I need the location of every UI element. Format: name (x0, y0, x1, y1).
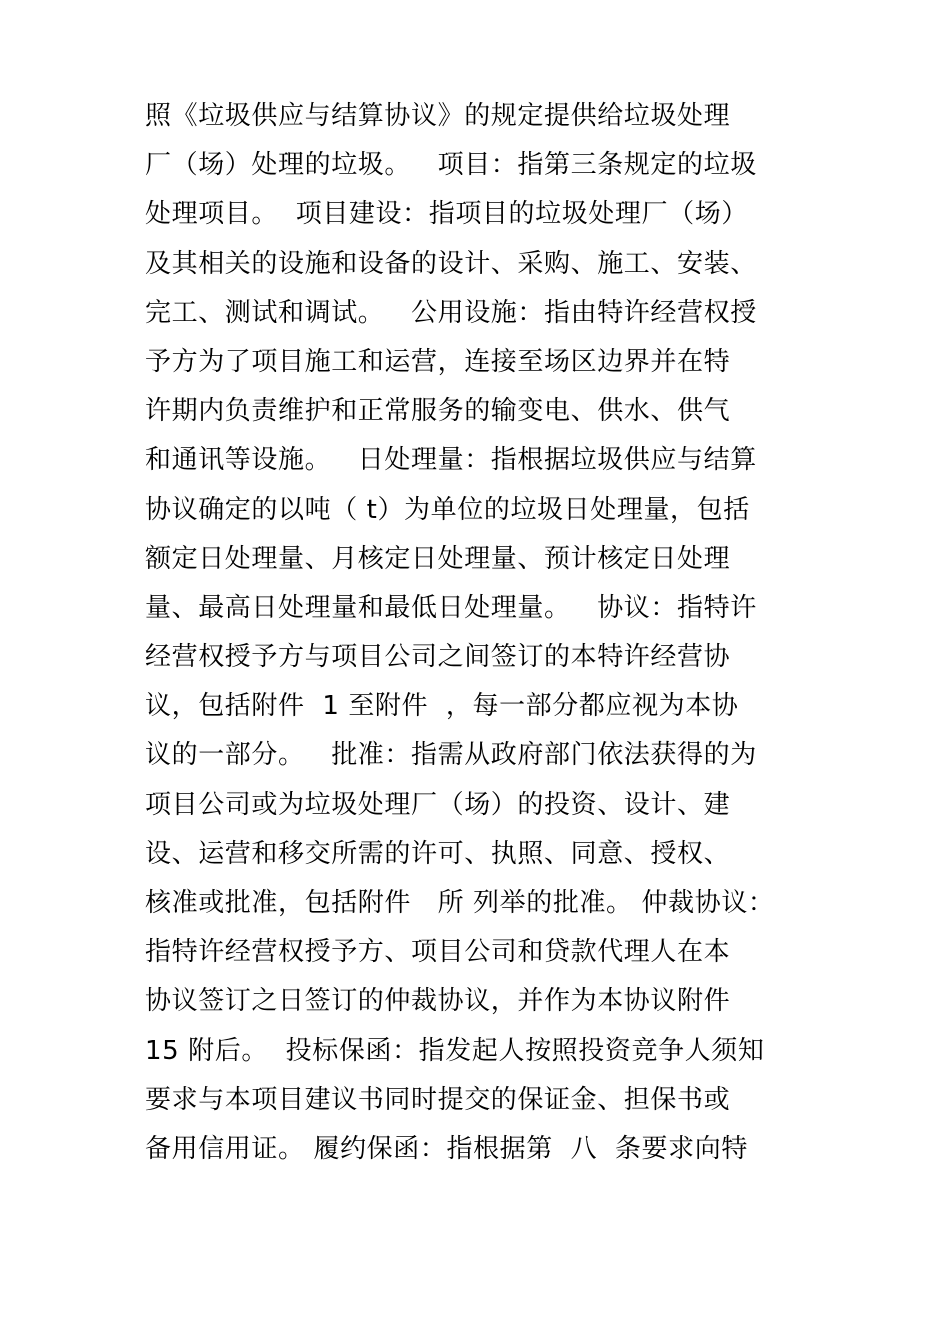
text-line: 议，包括附件 1 至附件 ，每一部分都应视为本协 (145, 691, 739, 722)
text-line: 厂（场）处理的垃圾。 项目：指第三条规定的垃圾 (145, 150, 757, 181)
text-line: 议的一部分。 批准：指需从政府部门依法获得的为 (145, 740, 757, 771)
text-line: 许期内负责维护和正常服务的输变电、供水、供气 (145, 396, 731, 427)
document-body (145, 92, 835, 1174)
text-line: 及其相关的设施和设备的设计、采购、施工、安装、 (145, 248, 757, 279)
text-line: 备用信用证。 履约保函：指根据第 八 条要求向特 (145, 1133, 748, 1164)
text-line: 要求与本项目建议书同时提交的保证金、担保书或 (145, 1084, 731, 1115)
text-line: 核准或批准，包括附件 所 列举的批准。 仲裁协议： (145, 888, 775, 918)
text-line: 完工、测试和调试。 公用设施：指由特许经营权授 (145, 297, 757, 328)
text-line: 量、最高日处理量和最低日处理量。 协议：指特许 (145, 592, 757, 623)
text-line: 和通讯等设施。 日处理量：指根据垃圾供应与结算 (145, 445, 757, 476)
text-line: 协议确定的以吨（ t）为单位的垃圾日处理量，包括 (145, 494, 750, 525)
text-line: 额定日处理量、月核定日处理量、预计核定日处理 (145, 543, 731, 574)
text-line: 15 附后。 投标保函：指发起人按照投资竞争人须知 (145, 1035, 765, 1066)
text-line: 经营权授予方与项目公司之间签订的本特许经营协 (145, 642, 731, 673)
text-line: 指特许经营权授予方、项目公司和贷款代理人在本 (145, 937, 731, 968)
text-line: 予方为了项目施工和运营，连接至场区边界并在特 (145, 346, 731, 377)
text-line: 协议签订之日签订的仲裁协议，并作为本协议附件 (145, 986, 731, 1017)
text-line: 照《垃圾供应与结算协议》的规定提供给垃圾处理 (145, 101, 731, 131)
text-line: 项目公司或为垃圾处理厂（场）的投资、设计、建 (145, 789, 731, 820)
text-line: 设、运营和移交所需的许可、执照、同意、授权、 (145, 838, 731, 869)
text-line: 处理项目。 项目建设：指项目的垃圾处理厂（场） (145, 199, 748, 230)
